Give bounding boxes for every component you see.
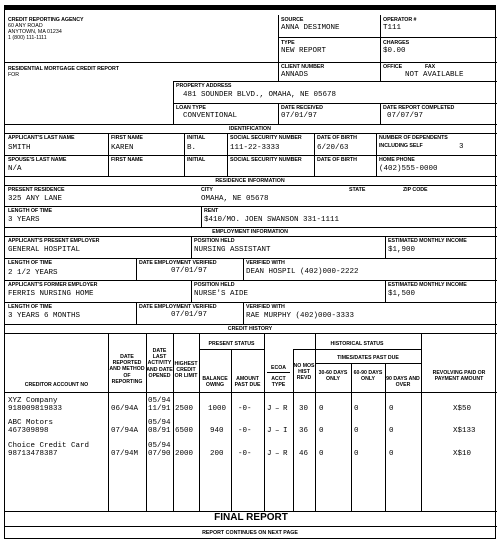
client-value: ANNADS — [281, 71, 309, 79]
former-verified-with-label: VERIFIED WITH — [246, 304, 285, 310]
row-2-months: 36 — [299, 427, 309, 435]
present-employer-label: APPLICANT'S PRESENT EMPLOYER — [8, 238, 100, 244]
row-3-30-60: 0 — [319, 450, 324, 458]
operator-label: OPERATOR # — [383, 17, 417, 23]
initial-label: INITIAL — [187, 135, 206, 141]
row-3-ecoa: J — [267, 450, 272, 458]
row-3-account: 98713478387 — [8, 450, 58, 458]
home-phone-value: (402)555-0000 — [379, 165, 438, 173]
former-income-value: $1,500 — [388, 290, 416, 298]
row-1-last: 05/94 — [148, 397, 171, 405]
row-3-last: 05/94 — [148, 442, 171, 450]
position-label: POSITION HELD — [194, 238, 235, 244]
city-label: CITY — [201, 187, 213, 193]
date-received-label: DATE RECEIVED — [281, 105, 323, 111]
row-3-opened: 07/90 — [148, 450, 171, 458]
employment-title: EMPLOYMENT INFORMATION — [212, 229, 288, 235]
verified-with-label: VERIFIED WITH — [246, 260, 285, 266]
home-phone-label: HOME PHONE — [379, 157, 415, 163]
continues-text: REPORT CONTINUES ON NEXT PAGE — [202, 530, 298, 536]
verified-date-value: 07/01/97 — [171, 267, 208, 275]
charges-label: CHARGES — [383, 40, 410, 46]
row-2-type: I — [283, 427, 288, 435]
identification-title: IDENTIFICATION — [229, 126, 271, 132]
rent-label: RENT — [204, 208, 219, 214]
row-1-past-due: -0- — [238, 405, 252, 413]
first-name-label: FIRST NAME — [111, 135, 143, 141]
col-acct-type: ACCT TYPE — [271, 376, 286, 389]
row-2-last: 05/94 — [148, 419, 171, 427]
col-creditor: CREDITOR ACCOUNT NO — [24, 382, 89, 388]
date-completed-label: DATE REPORT COMPLETED — [383, 105, 455, 111]
row-3-dash: – — [275, 450, 280, 458]
operator-value: T111 — [383, 24, 402, 32]
dependents-value: 3 — [459, 143, 464, 151]
former-position-label: POSITION HELD — [194, 282, 235, 288]
agency-address-1: 60 ANY ROAD — [8, 23, 43, 29]
fax-label: FAX — [425, 64, 436, 70]
city-value: OMAHA, NE 05678 — [201, 195, 269, 203]
agency-name: CREDIT REPORTING AGENCY — [8, 17, 84, 23]
verified-date-label: DATE EMPLOYMENT VERIFIED — [139, 260, 217, 266]
dependents-label: NUMBER OF DEPENDENTS — [379, 135, 448, 141]
state-label: STATE — [349, 187, 366, 193]
agency-phone: 1 (800) 111-1111 — [8, 35, 47, 41]
for-label: FOR — [8, 72, 20, 78]
col-activity: DATE LAST ACTIVITY AND DATE OPENED — [146, 348, 173, 379]
row-1-reported: 06/94A — [111, 405, 139, 413]
applicant-last-value: SMITH — [8, 144, 31, 152]
credit-history-title: CREDIT HISTORY — [227, 326, 273, 332]
employment-length-value: 2 1/2 YEARS — [8, 269, 58, 277]
former-length-label: LENGTH OF TIME — [8, 304, 53, 310]
rent-value: $410/MO. JOEN SWANSON 331-1111 — [204, 216, 340, 224]
spouse-initial-label: INITIAL — [187, 157, 206, 163]
income-value: $1,900 — [388, 246, 416, 254]
spouse-last-value: N/A — [8, 165, 22, 173]
spouse-ssn-label: SOCIAL SECURITY NUMBER — [230, 157, 302, 163]
row-3-past-due: -0- — [238, 450, 252, 458]
date-completed-value: 07/07/97 — [387, 112, 424, 120]
row-1-account: 918009819833 — [8, 405, 63, 413]
final-report-text: FINAL REPORT — [214, 512, 288, 523]
col-months: NO MOS HIST REVD — [293, 363, 315, 382]
row-3-payment: X$10 — [453, 450, 472, 458]
col-revolving: REVOLVING PAID OR PAYMENT AMOUNT — [432, 370, 486, 383]
residence-title: RESIDENCE INFORMATION — [215, 178, 285, 184]
row-3-balance: 200 — [210, 450, 224, 458]
row-2-reported: 07/94A — [111, 427, 139, 435]
row-1-payment: X$50 — [453, 405, 472, 413]
row-3-limit: 2000 — [175, 450, 194, 458]
former-verified-with-value: RAE MURPHY (402)000-3333 — [246, 312, 355, 320]
spouse-dob-label: DATE OF BIRTH — [317, 157, 357, 163]
row-2-opened: 08/91 — [148, 427, 171, 435]
col-balance: BALANCE OWING — [202, 376, 228, 389]
initial-value: B. — [187, 144, 197, 152]
former-employer-value: FERRIS NURSING HOME — [8, 290, 94, 298]
present-residence-label: PRESENT RESIDENCE — [8, 187, 65, 193]
property-value: 481 SOUNDER BLVD., OMAHA, NE 05678 — [183, 91, 337, 99]
row-1-90-over: 0 — [389, 405, 394, 413]
former-employer-label: APPLICANT'S FORMER EMPLOYER — [8, 282, 98, 288]
row-3-reported: 07/94M — [111, 450, 139, 458]
col-ecoa: ECOA — [271, 365, 286, 371]
row-3-60-90: 0 — [354, 450, 359, 458]
row-2-dash: – — [275, 427, 280, 435]
row-3-months: 46 — [299, 450, 309, 458]
first-name-value: KAREN — [111, 144, 134, 152]
row-2-30-60: 0 — [319, 427, 324, 435]
row-1-balance: 1000 — [208, 405, 227, 413]
row-1-months: 30 — [299, 405, 309, 413]
fax-value: NOT AVAILABLE — [405, 71, 464, 79]
spouse-first-label: FIRST NAME — [111, 157, 143, 163]
row-1-opened: 11/91 — [148, 405, 171, 413]
col-60-90: 60-90 DAYS ONLY — [353, 370, 383, 383]
col-past-due: AMOUNT PAST DUE — [234, 376, 261, 389]
row-2-creditor: ABC Motors — [8, 419, 54, 427]
row-2-account: 467309898 — [8, 427, 49, 435]
type-value: NEW REPORT — [281, 47, 327, 55]
row-2-ecoa: J — [267, 427, 272, 435]
applicant-last-label: APPLICANT'S LAST NAME — [8, 135, 75, 141]
income-label: ESTIMATED MONTHLY INCOME — [388, 238, 467, 244]
col-30-60: 30-60 DAYS ONLY — [318, 370, 348, 383]
top-bar — [5, 6, 495, 10]
agency-address-2: ANYTOWN, MA 01234 — [8, 29, 62, 35]
former-verified-date-value: 07/01/97 — [171, 311, 208, 319]
dob-label: DATE OF BIRTH — [317, 135, 357, 141]
client-label: CLIENT NUMBER — [281, 64, 325, 70]
residence-length-value: 3 YEARS — [8, 216, 40, 224]
dependents-sub-label: INCLUDING SELF — [379, 143, 423, 149]
property-label: PROPERTY ADDRESS — [176, 83, 232, 89]
date-received-value: 07/01/97 — [281, 112, 318, 120]
loan-type-label: LOAN TYPE — [176, 105, 206, 111]
ssn-value: 111-22-3333 — [230, 144, 280, 152]
former-length-value: 3 YEARS 6 MONTHS — [8, 312, 81, 320]
report-title: RESIDENTIAL MORTGAGE CREDIT REPORT — [8, 66, 119, 72]
office-label: OFFICE — [383, 64, 403, 70]
row-2-balance: 940 — [210, 427, 224, 435]
loan-type-value: CONVENTIONAL — [183, 112, 238, 120]
former-verified-date-label: DATE EMPLOYMENT VERIFIED — [139, 304, 217, 310]
present-status-header: PRESENT STATUS — [208, 341, 255, 347]
employment-length-label: LENGTH OF TIME — [8, 260, 53, 266]
row-1-limit: 2500 — [175, 405, 194, 413]
row-1-creditor: XYZ Company — [8, 397, 58, 405]
ssn-label: SOCIAL SECURITY NUMBER — [230, 135, 302, 141]
row-2-90-over: 0 — [389, 427, 394, 435]
row-3-90-over: 0 — [389, 450, 394, 458]
row-2-60-90: 0 — [354, 427, 359, 435]
row-2-payment: X$133 — [453, 427, 476, 435]
dob-value: 6/20/63 — [317, 144, 349, 152]
present-employer-value: GENERAL HOSPITAL — [8, 246, 81, 254]
row-2-past-due: -0- — [238, 427, 252, 435]
credit-report-form — [4, 5, 496, 539]
type-label: TYPE — [281, 40, 295, 46]
former-position-value: NURSE'S AIDE — [194, 290, 249, 298]
charges-value: $0.00 — [383, 47, 406, 55]
times-past-due-header: TIMES/DATES PAST DUE — [337, 355, 399, 361]
present-residence-value: 325 ANY LANE — [8, 195, 63, 203]
residence-length-label: LENGTH OF TIME — [8, 208, 53, 214]
row-3-type: R — [283, 450, 288, 458]
verified-with-value: DEAN HOSPIL (402)000-2222 — [246, 268, 359, 276]
source-value: ANNA DESIMONE — [281, 24, 340, 32]
row-1-ecoa: J — [267, 405, 272, 413]
row-1-30-60: 0 — [319, 405, 324, 413]
former-income-label: ESTIMATED MONTHLY INCOME — [388, 282, 467, 288]
col-limit: HIGHEST CREDIT OR LIMIT — [174, 361, 198, 380]
row-3-creditor: Choice Credit Card — [8, 442, 90, 450]
spouse-last-label: SPOUSE'S LAST NAME — [8, 157, 67, 163]
row-1-dash: – — [275, 405, 280, 413]
position-value: NURSING ASSISTANT — [194, 246, 271, 254]
col-90-over: 90 DAYS AND OVER — [386, 376, 420, 389]
row-1-60-90: 0 — [354, 405, 359, 413]
zip-label: ZIP CODE — [403, 187, 428, 193]
col-reported: DATE REPORTED AND METHOD OF REPORTING — [109, 354, 145, 385]
row-2-limit: 6500 — [175, 427, 194, 435]
source-label: SOURCE — [281, 17, 304, 23]
row-1-type: R — [283, 405, 288, 413]
historical-status-header: HISTORICAL STATUS — [330, 341, 384, 347]
